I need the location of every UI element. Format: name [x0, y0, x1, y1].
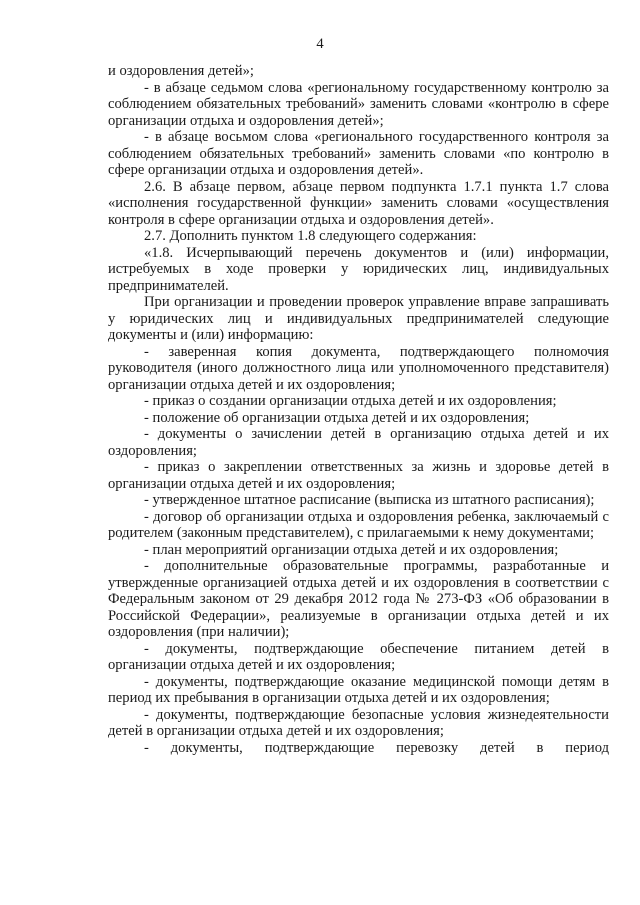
list-item: - документы о зачислении детей в организацию отдыха детей и их оздоровления;: [108, 426, 609, 459]
list-item: - положение об организации отдыха детей и их оздоровления;: [144, 409, 530, 426]
page-number: 4: [316, 36, 324, 52]
list-item: - заверенная копия документа, подтверждающего полномочия руководителя (иного должностного лица или уполномоченного представителя) организации отдыха детей и их оздоровления;: [108, 343, 609, 393]
list-item: - документы, подтверждающие оказание медицинской помощи детям в период их пребывания в организации отдыха детей и их оздоровления;: [108, 673, 609, 706]
document-body: [108, 63, 609, 756]
paragraph-2-7: 2.7. Дополнить пунктом 1.8 следующего содержания:: [144, 228, 477, 244]
list-item: - документы, подтверждающие обеспечение питанием детей в организации отдыха детей и их оздоровления;: [108, 640, 609, 673]
paragraph-abzac-8: - в абзаце восьмом слова «регионального государственного контроля за соблюдением обязательных требований» заменить словами «по контролю в сфере организации отдыха и оздоровления детей».: [108, 129, 609, 178]
list-item-continues: - документы, подтверждающие перевозку детей в период: [144, 739, 609, 756]
list-item: - документы, подтверждающие безопасные условия жизнедеятельности детей в организации отдыха детей и их оздоровления;: [108, 706, 609, 739]
paragraph-2-6: 2.6. В абзаце первом, абзаце первом подпункта 1.7.1 пункта 1.7 слова «исполнения государственной функции» заменить словами «осуществления контроля в сфере организации отдыха и оздоровления детей».: [108, 178, 609, 228]
list-item: - утвержденное штатное расписание (выписка из штатного расписания);: [144, 492, 595, 508]
list-item: - приказ о закреплении ответственных за жизнь и здоровье детей в организации отдыха детей и их оздоровления;: [108, 459, 609, 492]
paragraph-1-8-heading: «1.8. Исчерпывающий перечень документов и (или) информации, истребуемых в ходе проверки у юридических лиц, индивидуальных предпринимателей.: [108, 244, 609, 294]
paragraph-1-8-intro: При организации и проведении проверок управление вправе запрашивать у юридических лиц и индивидуальных предпринимателей следующие документы и (или) информацию:: [108, 294, 609, 343]
list-item: - план мероприятий организации отдыха детей и их оздоровления;: [144, 541, 559, 558]
list-item: - приказ о создании организации отдыха детей и их оздоровления;: [144, 393, 557, 409]
paragraph-continuation: и оздоровления детей»;: [108, 63, 254, 79]
list-item: - дополнительные образовательные программы, разработанные и утвержденные организацией отдыха детей и их оздоровления в соответствии с Федеральным законом от 29 декабря 2012 года № 273-ФЗ «Об образовании в Российской Федерации», реализуемые в организации отдыха детей и их оздоровления (при наличии);: [108, 558, 609, 640]
paragraph-abzac-7: - в абзаце седьмом слова «региональному государственному контролю за соблюдением обязательных требований» заменить словами «контролю в сфере организации отдыха и оздоровления детей»;: [108, 79, 609, 129]
list-item: - договор об организации отдыха и оздоровления ребенка, заключаемый с родителем (законным представителем), с прилагаемыми к нему документами;: [108, 508, 609, 541]
